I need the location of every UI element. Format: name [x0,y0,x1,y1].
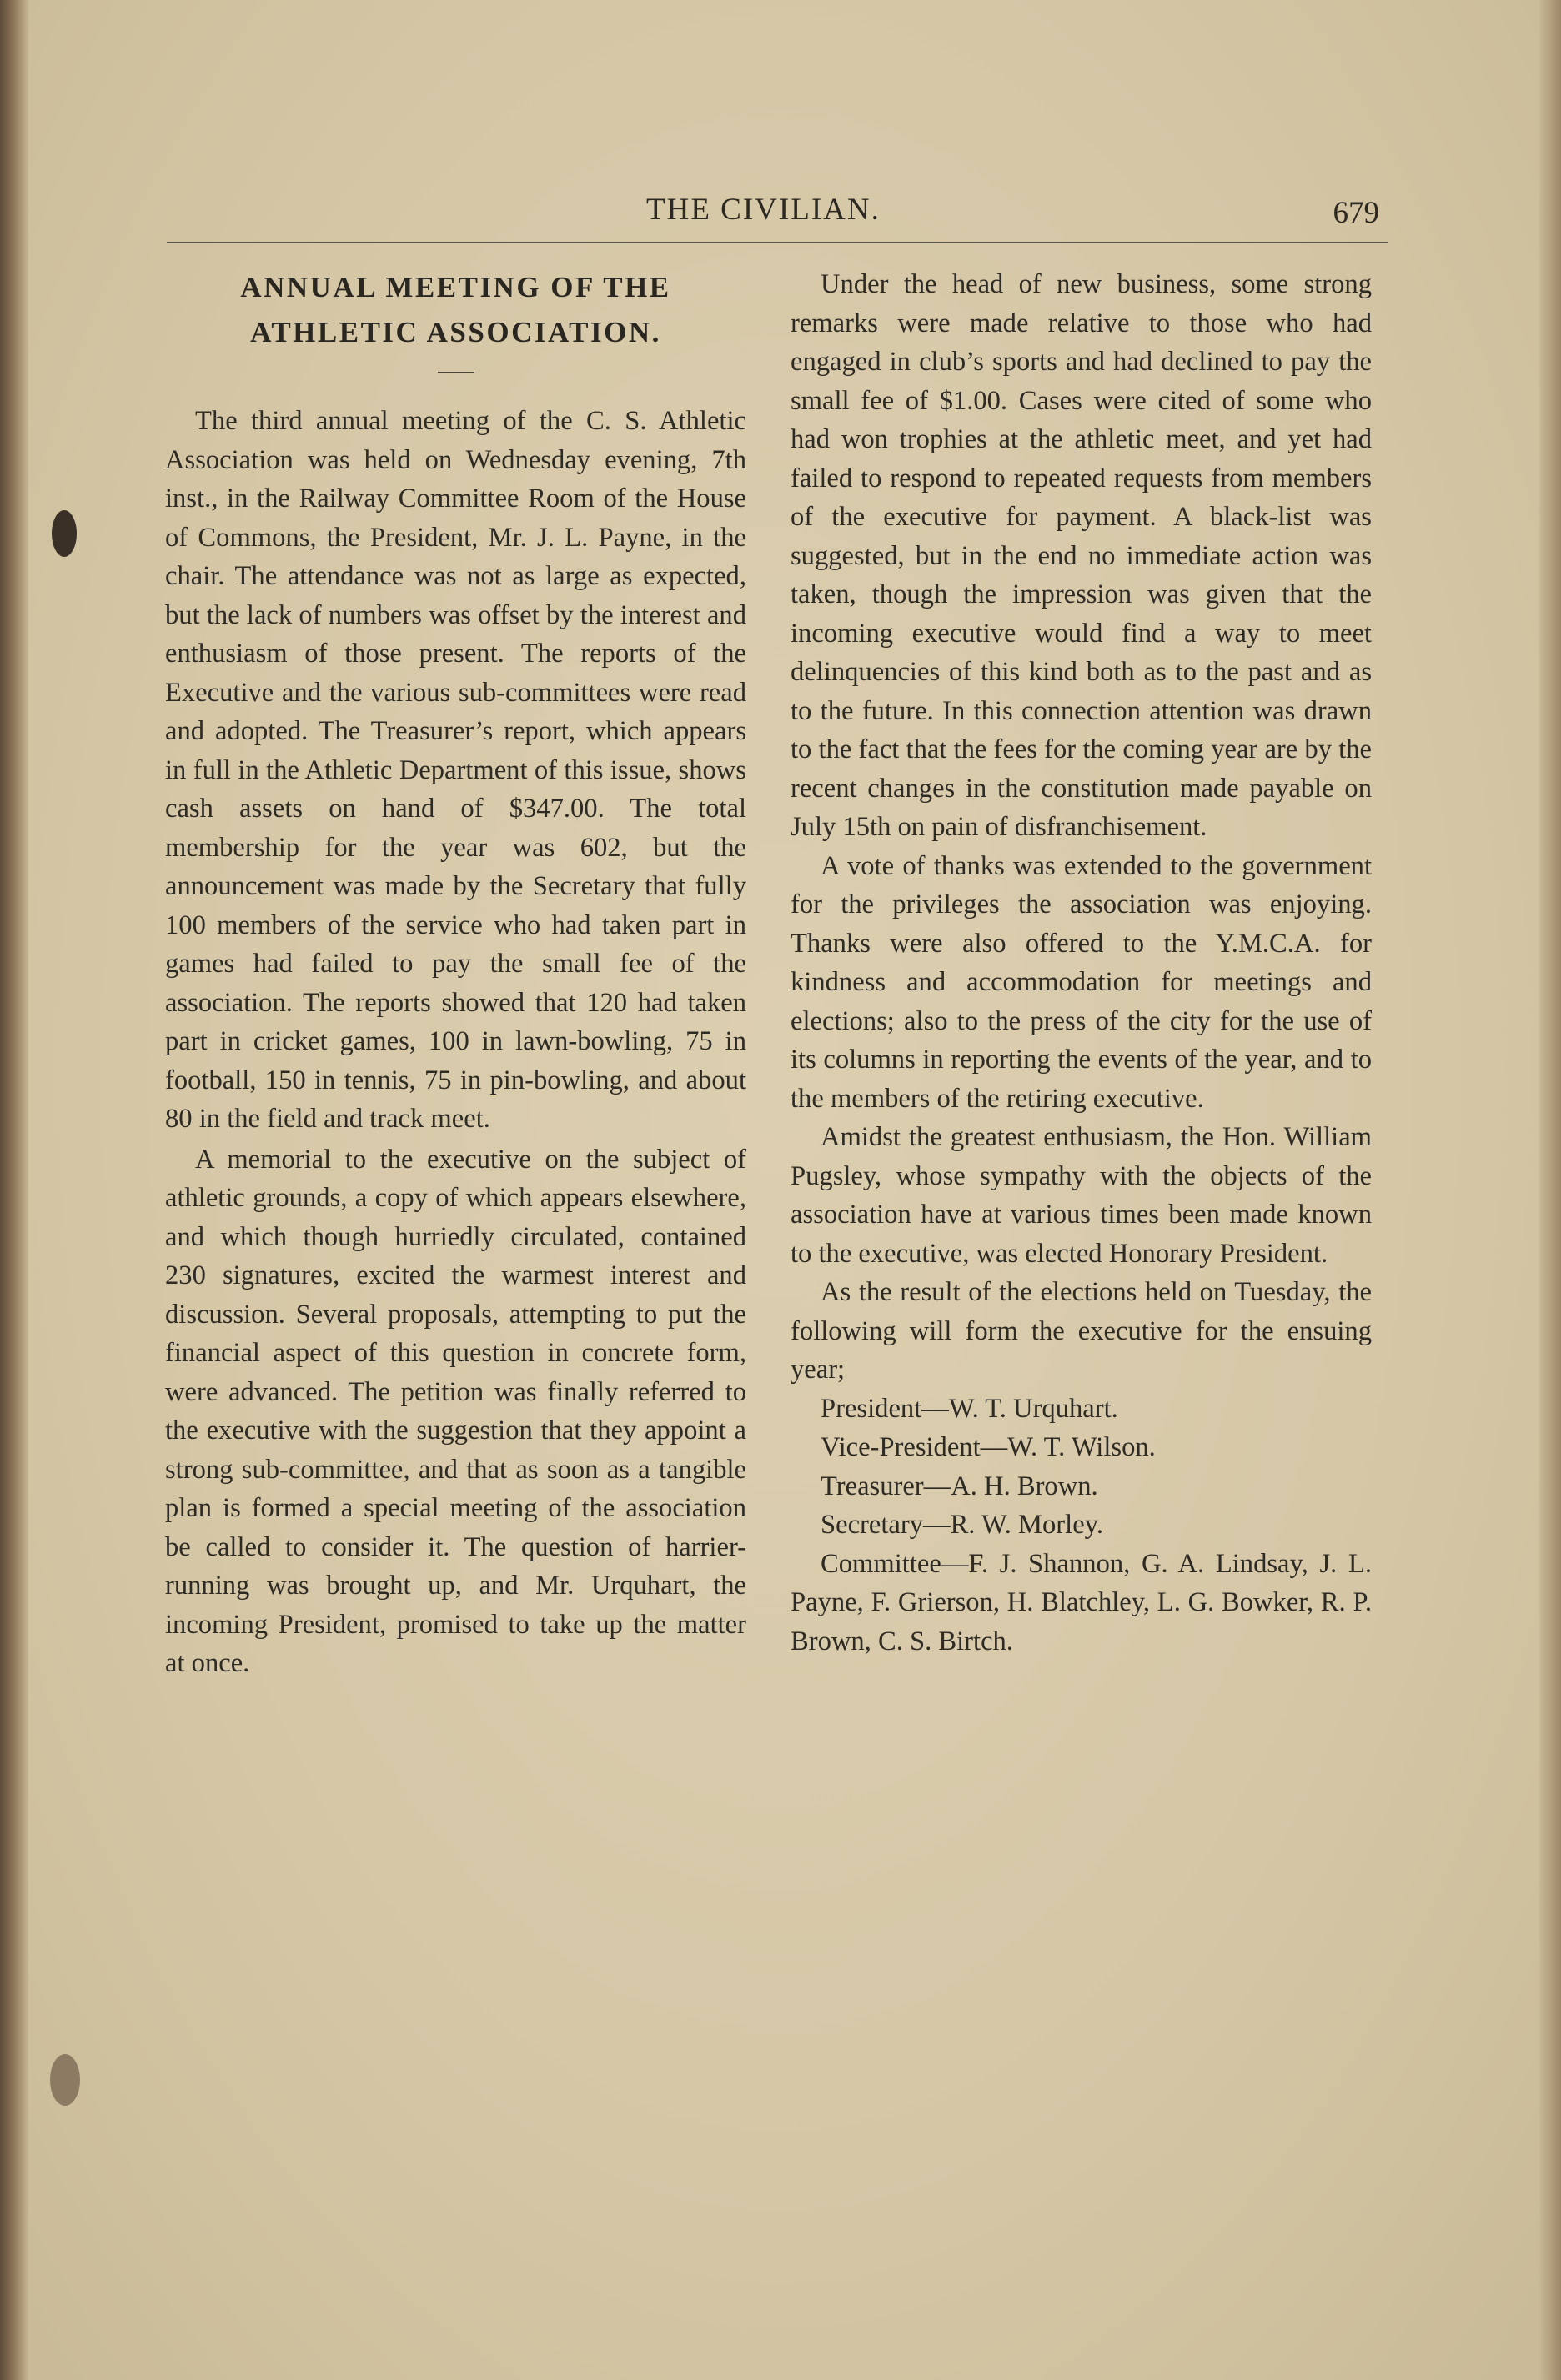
paragraph: A memorial to the executive on the subject of athletic grounds, a copy of which appears elsewhere, and which though hurriedly circulated, contained 230 signatures, excited the warmest interest and discussion. Several proposals, attempting to put the financial aspect of this question in concrete form, were advanced. The petition was finally referred to the executive with the suggestion that they appoint a strong sub-committee, and that as soon as a tangible plan is formed a special meeting of the association be called to consider it. The question of harrier-running was brought up, and Mr. Urquhart, the incoming President, promised to take up the matter at once. [165,1144,746,1678]
officer-president: President—W. T. Urquhart. [821,1393,1118,1424]
article-heading-line-1: ANNUAL MEETING OF THE [240,271,671,303]
left-column [165,265,746,1683]
running-header [167,185,1384,243]
right-column [791,265,1372,1661]
page-number: 679 [1333,196,1379,230]
paragraph: The third annual meeting of the C. S. Athletic Association was held on Wednesday evening, 7th inst., in the Railway Committee Room of the House of Commons, the President, Mr. J. L. Payne, in the chair. The attendance was not as large as expected, but the lack of numbers was offset by the interest and enthusiasm of those present. The reports of the Executive and the various sub-committees were read and adopted. The Treasurer’s report, which appears in full in the Athletic Department of this issue, shows cash assets on hand of $347.00. The total membership for the year was 602, but the announcement was made by the Secretary that fully 100 members of the service who had taken part in games had failed to pay the small fee of the association. The reports showed that 120 had taken part in cricket games, 100 in lawn-bowling, 75 in football, 150 in tennis, 75 in pin-bowling, and about 80 in the field and track meet. [165,406,746,1134]
binding-hole-mark [50,2054,80,2106]
officer-committee: Committee—F. J. Shannon, G. A. Lindsay, J. L. Payne, F. Grierson, H. Blatchley, L. G. Bowker, R. P. Brown, C. S. Birtch. [791,1548,1372,1656]
heading-divider [438,372,474,373]
paragraph: Amidst the greatest enthusiasm, the Hon. William Pugsley, whose sympathy with the objects of the association have at various times been made known to the executive, was elected Honorary President. [791,1122,1372,1269]
officer-treasurer: Treasurer—A. H. Brown. [821,1471,1098,1501]
officer-vice-president: Vice-President—W. T. Wilson. [821,1432,1156,1462]
page-binding-edge [0,0,28,2380]
binding-hole-mark [52,510,77,557]
article-heading-line-2: ATHLETIC ASSOCIATION. [250,316,661,348]
running-title: THE CIVILIAN. [646,193,881,227]
paragraph: A vote of thanks was extended to the government for the privileges the association was enjoying. Thanks were also offered to the Y.M.C.A. for kindness and accommodation for meetings and elections; also to the press of the city for the use of its columns in reporting the events of the year, and to the members of the retiring executive. [791,850,1372,1114]
paragraph: As the result of the elections held on Tuesday, the following will form the executive for the ensuing year; [791,1277,1372,1385]
page-right-edge [1539,0,1561,2380]
header-rule [167,242,1388,243]
paragraph: Under the head of new business, some strong remarks were made relative to those who had engaged in club’s sports and had declined to pay the small fee of $1.00. Cases were cited of some who had won trophies at the athletic meet, and yet had failed to respond to repeated requests from members of the executive for payment. A black-list was suggested, but in the end no immediate action was taken, though the impression was given that the incoming executive would find a way to meet delinquencies of this kind both as to the past and as to the future. In this connection attention was drawn to the fact that the fees for the coming year are by the recent changes in the constitution made payable on July 15th on pain of disfranchisement. [791,269,1372,842]
officer-secretary: Secretary—R. W. Morley. [821,1510,1103,1540]
